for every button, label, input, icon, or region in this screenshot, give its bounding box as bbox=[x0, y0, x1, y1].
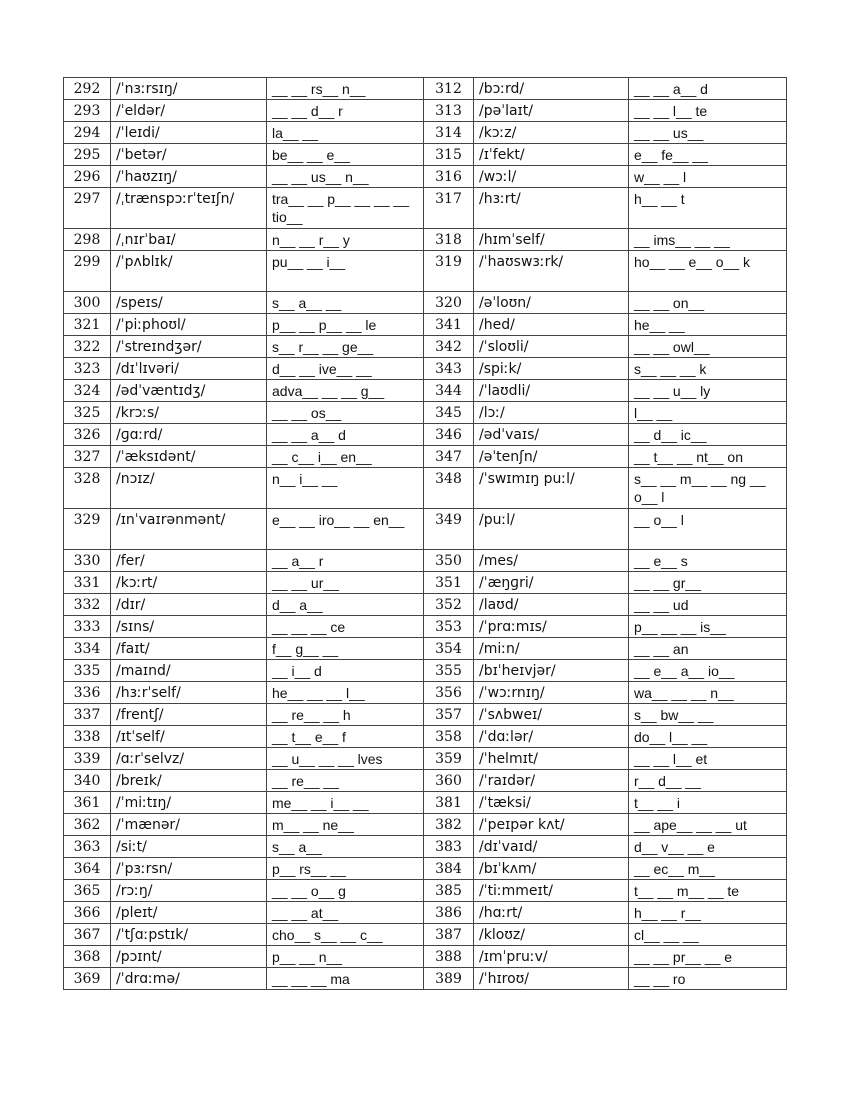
phonetic-transcription: /ɑːrˈselvz/ bbox=[111, 748, 267, 770]
phonetic-transcription: /ədˈvæntɪdʒ/ bbox=[111, 380, 267, 402]
word-number: 386 bbox=[424, 902, 474, 924]
phonetic-transcription: /ˈæksɪdənt/ bbox=[111, 446, 267, 468]
word-number: 385 bbox=[424, 880, 474, 902]
word-number: 329 bbox=[64, 509, 111, 550]
word-number: 364 bbox=[64, 858, 111, 880]
spelling-blank: me__ __ i__ __ bbox=[267, 792, 424, 814]
phonetic-transcription: /ˈswɪmɪŋ puːl/ bbox=[474, 468, 629, 509]
word-number: 312 bbox=[424, 78, 474, 100]
word-number: 365 bbox=[64, 880, 111, 902]
phonetic-transcription: /faɪt/ bbox=[111, 638, 267, 660]
word-number: 327 bbox=[64, 446, 111, 468]
word-number: 360 bbox=[424, 770, 474, 792]
spelling-blank: __ __ __ ma bbox=[267, 968, 424, 990]
word-number: 382 bbox=[424, 814, 474, 836]
table-row bbox=[64, 748, 787, 770]
table-row bbox=[64, 336, 787, 358]
phonetic-transcription: /nɔɪz/ bbox=[111, 468, 267, 509]
spelling-blank: __ __ ro bbox=[629, 968, 787, 990]
word-number: 350 bbox=[424, 550, 474, 572]
spelling-blank: d__ __ ive__ __ bbox=[267, 358, 424, 380]
table-row bbox=[64, 292, 787, 314]
phonetic-transcription: /ˈdɑːlər/ bbox=[474, 726, 629, 748]
word-number: 316 bbox=[424, 166, 474, 188]
word-number: 337 bbox=[64, 704, 111, 726]
spelling-blank: cl__ __ __ bbox=[629, 924, 787, 946]
word-number: 340 bbox=[64, 770, 111, 792]
word-number: 363 bbox=[64, 836, 111, 858]
spelling-blank: __ __ a__ d bbox=[629, 78, 787, 100]
table-row bbox=[64, 446, 787, 468]
table-row bbox=[64, 166, 787, 188]
spelling-blank: r__ d__ __ bbox=[629, 770, 787, 792]
phonetic-transcription: /krɔːs/ bbox=[111, 402, 267, 424]
phonetic-transcription: /ˈhɪroʊ/ bbox=[474, 968, 629, 990]
spelling-blank: __ __ ud bbox=[629, 594, 787, 616]
phonetic-transcription: /ˈraɪdər/ bbox=[474, 770, 629, 792]
phonetic-transcription: /hɑːrt/ bbox=[474, 902, 629, 924]
vocabulary-table bbox=[63, 77, 787, 990]
phonetic-transcription: /breɪk/ bbox=[111, 770, 267, 792]
table-row bbox=[64, 726, 787, 748]
phonetic-transcription: /laʊd/ bbox=[474, 594, 629, 616]
word-number: 383 bbox=[424, 836, 474, 858]
word-number: 389 bbox=[424, 968, 474, 990]
spelling-blank: t__ __ i bbox=[629, 792, 787, 814]
spelling-blank: __ e__ a__ io__ bbox=[629, 660, 787, 682]
phonetic-transcription: /fer/ bbox=[111, 550, 267, 572]
phonetic-transcription: /dɪˈlɪvəri/ bbox=[111, 358, 267, 380]
word-number: 293 bbox=[64, 100, 111, 122]
word-number: 323 bbox=[64, 358, 111, 380]
spelling-blank: h__ __ r__ bbox=[629, 902, 787, 924]
spelling-blank: tra__ __ p__ __ __ __ tio__ bbox=[267, 188, 424, 229]
phonetic-transcription: /ˌnɪrˈbaɪ/ bbox=[111, 229, 267, 251]
phonetic-transcription: /mes/ bbox=[474, 550, 629, 572]
phonetic-transcription: /ˈpeɪpər kʌt/ bbox=[474, 814, 629, 836]
spelling-blank: __ a__ r bbox=[267, 550, 424, 572]
table-row bbox=[64, 572, 787, 594]
phonetic-transcription: /ˈlaʊdli/ bbox=[474, 380, 629, 402]
spelling-blank: s__ __ __ k bbox=[629, 358, 787, 380]
spelling-blank: p__ __ p__ __ le bbox=[267, 314, 424, 336]
word-number: 330 bbox=[64, 550, 111, 572]
spelling-blank: __ c__ i__ en__ bbox=[267, 446, 424, 468]
phonetic-transcription: /bɔːrd/ bbox=[474, 78, 629, 100]
table-row bbox=[64, 509, 787, 550]
spelling-blank: __ __ os__ bbox=[267, 402, 424, 424]
spelling-blank: __ __ at__ bbox=[267, 902, 424, 924]
phonetic-transcription: /puːl/ bbox=[474, 509, 629, 550]
word-number: 331 bbox=[64, 572, 111, 594]
phonetic-transcription: /pəˈlaɪt/ bbox=[474, 100, 629, 122]
word-number: 348 bbox=[424, 468, 474, 509]
phonetic-transcription: /hɜːrˈself/ bbox=[111, 682, 267, 704]
phonetic-transcription: /pleɪt/ bbox=[111, 902, 267, 924]
spelling-blank: do__ l__ __ bbox=[629, 726, 787, 748]
phonetic-transcription: /əˈtenʃn/ bbox=[474, 446, 629, 468]
spelling-blank: w__ __ l bbox=[629, 166, 787, 188]
word-number: 387 bbox=[424, 924, 474, 946]
phonetic-transcription: /əˈloʊn/ bbox=[474, 292, 629, 314]
table-row bbox=[64, 402, 787, 424]
phonetic-transcription: /wɔːl/ bbox=[474, 166, 629, 188]
word-number: 357 bbox=[424, 704, 474, 726]
phonetic-transcription: /ˈsloʊli/ bbox=[474, 336, 629, 358]
phonetic-transcription: /bɪˈkʌm/ bbox=[474, 858, 629, 880]
spelling-blank: __ d__ ic__ bbox=[629, 424, 787, 446]
phonetic-transcription: /sɪns/ bbox=[111, 616, 267, 638]
phonetic-transcription: /ˈtæksi/ bbox=[474, 792, 629, 814]
phonetic-transcription: /ˈdrɑːmə/ bbox=[111, 968, 267, 990]
spelling-blank: __ t__ __ nt__ on bbox=[629, 446, 787, 468]
word-number: 295 bbox=[64, 144, 111, 166]
word-number: 298 bbox=[64, 229, 111, 251]
phonetic-transcription: /ˈwɔːrnɪŋ/ bbox=[474, 682, 629, 704]
table-row bbox=[64, 144, 787, 166]
spelling-blank: ho__ __ e__ o__ k bbox=[629, 251, 787, 292]
word-number: 353 bbox=[424, 616, 474, 638]
word-number: 355 bbox=[424, 660, 474, 682]
spelling-blank: h__ __ t bbox=[629, 188, 787, 229]
phonetic-transcription: /lɔː/ bbox=[474, 402, 629, 424]
word-number: 366 bbox=[64, 902, 111, 924]
word-number: 334 bbox=[64, 638, 111, 660]
table-row bbox=[64, 424, 787, 446]
phonetic-transcription: /rɔːŋ/ bbox=[111, 880, 267, 902]
word-number: 354 bbox=[424, 638, 474, 660]
spelling-blank: __ __ __ ce bbox=[267, 616, 424, 638]
phonetic-transcription: /ˈstreɪndʒər/ bbox=[111, 336, 267, 358]
word-number: 320 bbox=[424, 292, 474, 314]
word-number: 296 bbox=[64, 166, 111, 188]
spelling-blank: __ __ owl__ bbox=[629, 336, 787, 358]
vocabulary-table-body bbox=[64, 78, 787, 990]
word-number: 297 bbox=[64, 188, 111, 229]
spelling-blank: la__ __ bbox=[267, 122, 424, 144]
table-row bbox=[64, 122, 787, 144]
table-row bbox=[64, 902, 787, 924]
phonetic-transcription: /ˌtrænspɔːrˈteɪʃn/ bbox=[111, 188, 267, 229]
word-number: 335 bbox=[64, 660, 111, 682]
spelling-blank: n__ __ r__ y bbox=[267, 229, 424, 251]
phonetic-transcription: /ɡɑːrd/ bbox=[111, 424, 267, 446]
phonetic-transcription: /ˈpʌblɪk/ bbox=[111, 251, 267, 292]
table-row bbox=[64, 836, 787, 858]
phonetic-transcription: /ˈpiːphoʊl/ bbox=[111, 314, 267, 336]
worksheet bbox=[63, 77, 787, 990]
phonetic-transcription: /ˈmiːtɪŋ/ bbox=[111, 792, 267, 814]
phonetic-transcription: /ˈtʃɑːpstɪk/ bbox=[111, 924, 267, 946]
phonetic-transcription: /kɔːrt/ bbox=[111, 572, 267, 594]
phonetic-transcription: /ˈbetər/ bbox=[111, 144, 267, 166]
word-number: 336 bbox=[64, 682, 111, 704]
word-number: 359 bbox=[424, 748, 474, 770]
word-number: 333 bbox=[64, 616, 111, 638]
phonetic-transcription: /maɪnd/ bbox=[111, 660, 267, 682]
table-row bbox=[64, 100, 787, 122]
phonetic-transcription: /ɪmˈpruːv/ bbox=[474, 946, 629, 968]
phonetic-transcription: /hɜːrt/ bbox=[474, 188, 629, 229]
phonetic-transcription: /ˈeldər/ bbox=[111, 100, 267, 122]
table-row bbox=[64, 704, 787, 726]
spelling-blank: __ __ on__ bbox=[629, 292, 787, 314]
table-row bbox=[64, 468, 787, 509]
table-row bbox=[64, 638, 787, 660]
spelling-blank: s__ bw__ __ bbox=[629, 704, 787, 726]
word-number: 319 bbox=[424, 251, 474, 292]
phonetic-transcription: /frentʃ/ bbox=[111, 704, 267, 726]
word-number: 314 bbox=[424, 122, 474, 144]
spelling-blank: __ t__ e__ f bbox=[267, 726, 424, 748]
spelling-blank: __ __ us__ bbox=[629, 122, 787, 144]
spelling-blank: m__ __ ne__ bbox=[267, 814, 424, 836]
phonetic-transcription: /ˈtiːmmeɪt/ bbox=[474, 880, 629, 902]
word-number: 313 bbox=[424, 100, 474, 122]
table-row bbox=[64, 924, 787, 946]
spelling-blank: __ ec__ m__ bbox=[629, 858, 787, 880]
spelling-blank: s__ a__ __ bbox=[267, 292, 424, 314]
word-number: 341 bbox=[424, 314, 474, 336]
word-number: 328 bbox=[64, 468, 111, 509]
word-number: 346 bbox=[424, 424, 474, 446]
table-row bbox=[64, 251, 787, 292]
spelling-blank: __ __ pr__ __ e bbox=[629, 946, 787, 968]
table-row bbox=[64, 682, 787, 704]
spelling-blank: d__ v__ __ e bbox=[629, 836, 787, 858]
spelling-blank: __ re__ __ bbox=[267, 770, 424, 792]
word-number: 338 bbox=[64, 726, 111, 748]
spelling-blank: p__ __ __ is__ bbox=[629, 616, 787, 638]
word-number: 381 bbox=[424, 792, 474, 814]
spelling-blank: p__ __ n__ bbox=[267, 946, 424, 968]
word-number: 361 bbox=[64, 792, 111, 814]
word-number: 358 bbox=[424, 726, 474, 748]
spelling-blank: __ i__ d bbox=[267, 660, 424, 682]
phonetic-transcription: /ˈhelmɪt/ bbox=[474, 748, 629, 770]
word-number: 321 bbox=[64, 314, 111, 336]
phonetic-transcription: /pɔɪnt/ bbox=[111, 946, 267, 968]
table-row bbox=[64, 770, 787, 792]
phonetic-transcription: /ˈhaʊzɪŋ/ bbox=[111, 166, 267, 188]
spelling-blank: p__ rs__ __ bbox=[267, 858, 424, 880]
word-number: 324 bbox=[64, 380, 111, 402]
spelling-blank: pu__ __ i__ bbox=[267, 251, 424, 292]
spelling-blank: __ o__ l bbox=[629, 509, 787, 550]
word-number: 347 bbox=[424, 446, 474, 468]
word-number: 368 bbox=[64, 946, 111, 968]
spelling-blank: __ __ gr__ bbox=[629, 572, 787, 594]
phonetic-transcription: /dɪr/ bbox=[111, 594, 267, 616]
spelling-blank: __ ape__ __ __ ut bbox=[629, 814, 787, 836]
table-row bbox=[64, 358, 787, 380]
spelling-blank: s__ a__ bbox=[267, 836, 424, 858]
spelling-blank: __ __ ur__ bbox=[267, 572, 424, 594]
spelling-blank: __ ims__ __ __ bbox=[629, 229, 787, 251]
word-number: 345 bbox=[424, 402, 474, 424]
word-number: 367 bbox=[64, 924, 111, 946]
word-number: 344 bbox=[424, 380, 474, 402]
table-row bbox=[64, 78, 787, 100]
spelling-blank: be__ __ e__ bbox=[267, 144, 424, 166]
spelling-blank: adva__ __ __ g__ bbox=[267, 380, 424, 402]
spelling-blank: s__ r__ __ ge__ bbox=[267, 336, 424, 358]
table-row bbox=[64, 550, 787, 572]
phonetic-transcription: /ˈleɪdi/ bbox=[111, 122, 267, 144]
word-number: 362 bbox=[64, 814, 111, 836]
table-row bbox=[64, 946, 787, 968]
table-row bbox=[64, 814, 787, 836]
word-number: 326 bbox=[64, 424, 111, 446]
word-number: 300 bbox=[64, 292, 111, 314]
word-number: 349 bbox=[424, 509, 474, 550]
phonetic-transcription: /kɔːz/ bbox=[474, 122, 629, 144]
phonetic-transcription: /ˈmænər/ bbox=[111, 814, 267, 836]
spelling-blank: __ __ l__ te bbox=[629, 100, 787, 122]
table-row bbox=[64, 858, 787, 880]
table-row bbox=[64, 616, 787, 638]
spelling-blank: t__ __ m__ __ te bbox=[629, 880, 787, 902]
phonetic-transcription: /ɪtˈself/ bbox=[111, 726, 267, 748]
phonetic-transcription: /ədˈvaɪs/ bbox=[474, 424, 629, 446]
word-number: 352 bbox=[424, 594, 474, 616]
spelling-blank: __ __ d__ r bbox=[267, 100, 424, 122]
spelling-blank: he__ __ __ l__ bbox=[267, 682, 424, 704]
phonetic-transcription: /spiːk/ bbox=[474, 358, 629, 380]
word-number: 384 bbox=[424, 858, 474, 880]
phonetic-transcription: /hɪmˈself/ bbox=[474, 229, 629, 251]
spelling-blank: f__ g__ __ bbox=[267, 638, 424, 660]
spelling-blank: __ e__ s bbox=[629, 550, 787, 572]
phonetic-transcription: /ˈnɜːrsɪŋ/ bbox=[111, 78, 267, 100]
table-row bbox=[64, 314, 787, 336]
phonetic-transcription: /speɪs/ bbox=[111, 292, 267, 314]
table-row bbox=[64, 188, 787, 229]
spelling-blank: __ __ u__ ly bbox=[629, 380, 787, 402]
table-row bbox=[64, 594, 787, 616]
spelling-blank: e__ fe__ __ bbox=[629, 144, 787, 166]
word-number: 292 bbox=[64, 78, 111, 100]
spelling-blank: __ __ o__ g bbox=[267, 880, 424, 902]
spelling-blank: __ __ rs__ n__ bbox=[267, 78, 424, 100]
word-number: 294 bbox=[64, 122, 111, 144]
spelling-blank: __ re__ __ h bbox=[267, 704, 424, 726]
word-number: 318 bbox=[424, 229, 474, 251]
table-row bbox=[64, 660, 787, 682]
word-number: 317 bbox=[424, 188, 474, 229]
table-row bbox=[64, 968, 787, 990]
table-row bbox=[64, 229, 787, 251]
phonetic-transcription: /hed/ bbox=[474, 314, 629, 336]
spelling-blank: __ __ a__ d bbox=[267, 424, 424, 446]
word-number: 299 bbox=[64, 251, 111, 292]
phonetic-transcription: /ˈæŋɡri/ bbox=[474, 572, 629, 594]
spelling-blank: __ __ an bbox=[629, 638, 787, 660]
word-number: 369 bbox=[64, 968, 111, 990]
spelling-blank: e__ __ iro__ __ en__ bbox=[267, 509, 424, 550]
word-number: 315 bbox=[424, 144, 474, 166]
spelling-blank: d__ a__ bbox=[267, 594, 424, 616]
spelling-blank: __ __ us__ n__ bbox=[267, 166, 424, 188]
phonetic-transcription: /kloʊz/ bbox=[474, 924, 629, 946]
spelling-blank: __ __ l__ et bbox=[629, 748, 787, 770]
table-row bbox=[64, 380, 787, 402]
phonetic-transcription: /siːt/ bbox=[111, 836, 267, 858]
spelling-blank: n__ i__ __ bbox=[267, 468, 424, 509]
phonetic-transcription: /ˈhaʊswɜːrk/ bbox=[474, 251, 629, 292]
word-number: 351 bbox=[424, 572, 474, 594]
word-number: 322 bbox=[64, 336, 111, 358]
word-number: 342 bbox=[424, 336, 474, 358]
word-number: 356 bbox=[424, 682, 474, 704]
phonetic-transcription: /ˈprɑːmɪs/ bbox=[474, 616, 629, 638]
phonetic-transcription: /ˈpɜːrsn/ bbox=[111, 858, 267, 880]
word-number: 343 bbox=[424, 358, 474, 380]
phonetic-transcription: /bɪˈheɪvjər/ bbox=[474, 660, 629, 682]
phonetic-transcription: /ˈsʌbweɪ/ bbox=[474, 704, 629, 726]
spelling-blank: wa__ __ __ n__ bbox=[629, 682, 787, 704]
word-number: 325 bbox=[64, 402, 111, 424]
spelling-blank: __ u__ __ __ lves bbox=[267, 748, 424, 770]
word-number: 332 bbox=[64, 594, 111, 616]
spelling-blank: l__ __ bbox=[629, 402, 787, 424]
word-number: 388 bbox=[424, 946, 474, 968]
spelling-blank: s__ __ m__ __ ng __ o__ l bbox=[629, 468, 787, 509]
word-number: 339 bbox=[64, 748, 111, 770]
table-row bbox=[64, 880, 787, 902]
spelling-blank: he__ __ bbox=[629, 314, 787, 336]
phonetic-transcription: /ɪˈfekt/ bbox=[474, 144, 629, 166]
spelling-blank: cho__ s__ __ c__ bbox=[267, 924, 424, 946]
phonetic-transcription: /ɪnˈvaɪrənmənt/ bbox=[111, 509, 267, 550]
phonetic-transcription: /miːn/ bbox=[474, 638, 629, 660]
phonetic-transcription: /dɪˈvaɪd/ bbox=[474, 836, 629, 858]
table-row bbox=[64, 792, 787, 814]
